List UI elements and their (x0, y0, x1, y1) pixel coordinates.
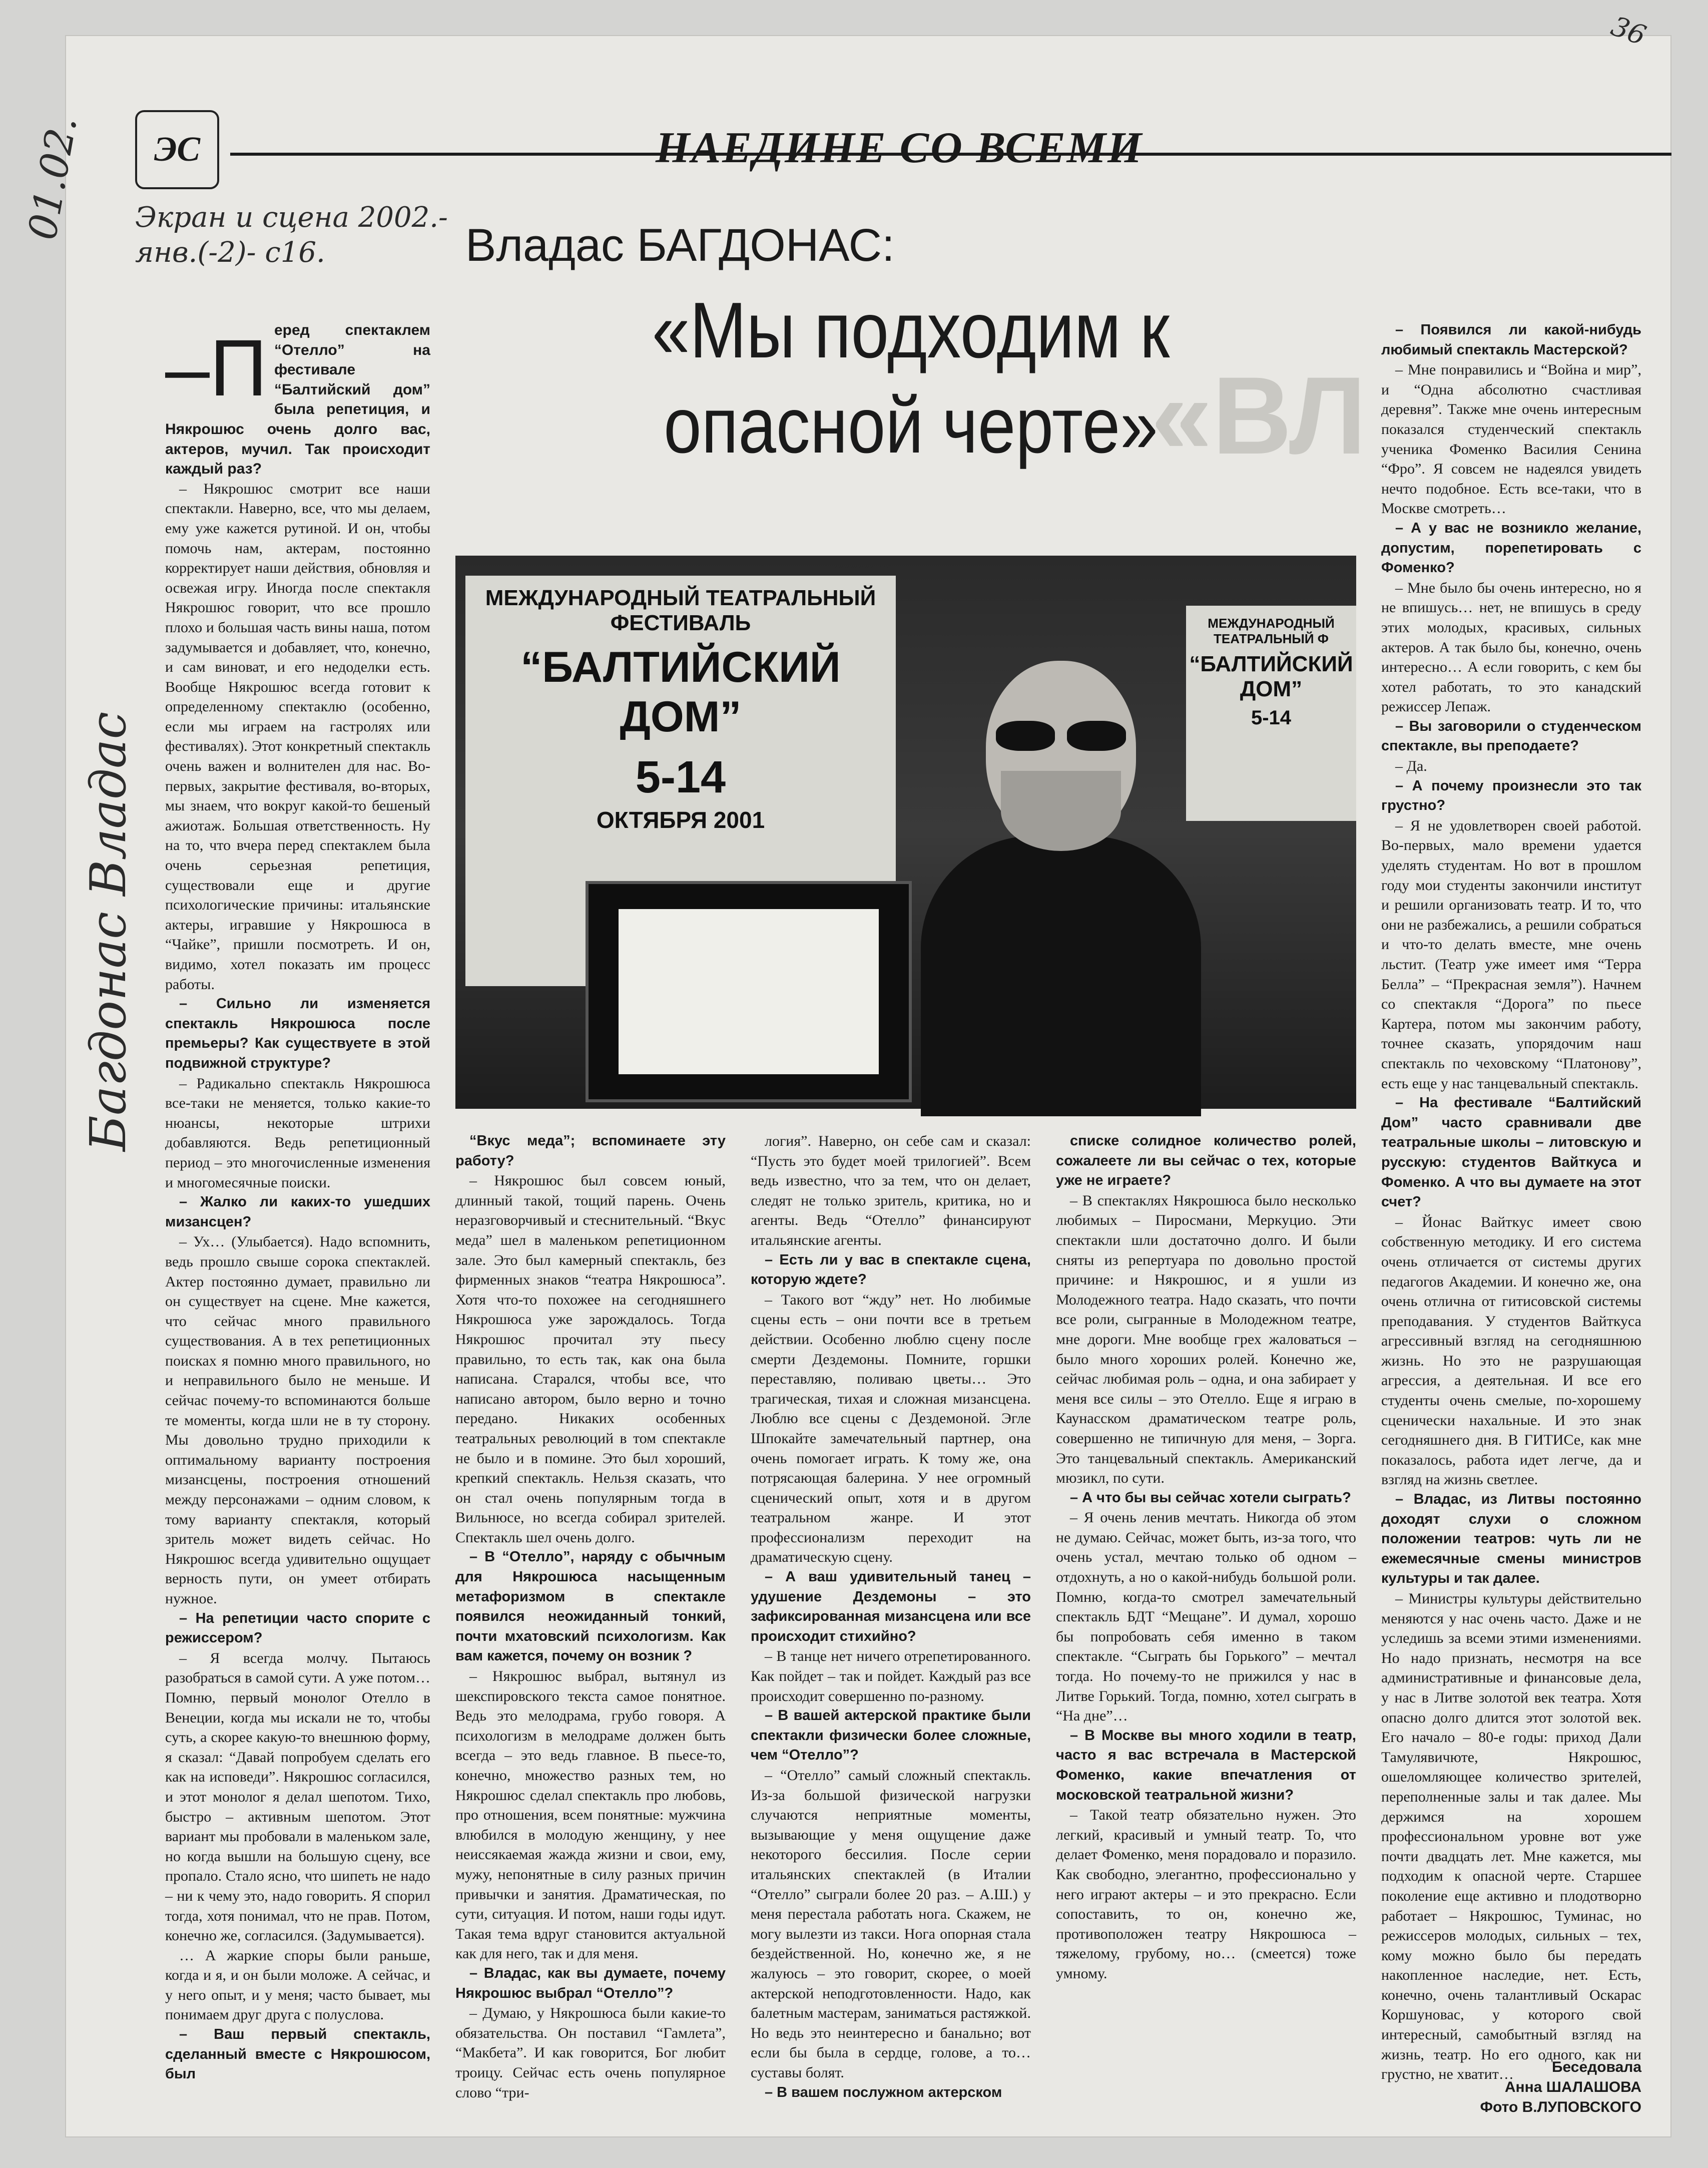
interview-question: – А у вас не возникло желание, допустим, порепетировать с Фоменко? (1381, 520, 1641, 576)
article-credits (1381, 2057, 1641, 2117)
article-headline: «Мы подходим к опасной черте» (652, 286, 1170, 470)
interview-question: списке солидное количество ролей, сожалеете ли вы сейчас о тех, которые уже не играете? (1056, 1133, 1356, 1189)
column-body (455, 1131, 726, 2102)
interview-question: – Владас, как вы думаете, почему Някрошюс выбрал “Отелло”? (455, 1965, 726, 2001)
interview-answer: – Я не удовлетворен своей работой. Во-первых, мало времени удается уделять студентам. Но вот в прошлом году мои студенты закончили институт и решили организовать театр. И то, что они не разбежались, а решили собраться и что-то делать вместе, мне очень льстит. (Театр уже имеет имя “Терра Белла” – “Прекрасная земля”). Начнем со спектакля “Дорога” по пьесе Картера, потом мы закончим работу, точнее сказать, упорядочим наш спектакль по чеховскому “Платонову”, есть еще у нас танцевальный спектакль. (1381, 817, 1641, 1092)
interview-question: – А что бы вы сейчас хотели сыграть? (1070, 1489, 1351, 1506)
interview-question: – В “Отелло”, наряду с обычным для Някрошюса насыщенным метафоризмом в спектакле появился неожиданный тонкий, почти мхатовский психологизм. Как вам кажется, почему он возник ? (455, 1549, 726, 1664)
festival-poster-right (1186, 606, 1356, 821)
interview-answer: – Някрошюс был совсем юный, длинный такой, тощий парень. Очень неразговорчивый и стеснительный. “Вкус меда” шел в маленьком репетиционном зале. Это был камерный спектакль, без фирменных знаков “театра Някрошюса”. Хотя что-то похожее на сегодняшнего Някрошюса уже зарождалось. Тогда Някрошюс прочитал эту пьесу правильно, то есть так, как она была написана. Старался, чтобы все, что написано автором, было верно и точно передано. Никаких особенных театральных революций в том спектакле не было и в помине. Это был хороший, крепкий спектакль. Нельзя сказать, что он стал очень популярным тогда в Вильнюсе, но всегда собирал зрителей. Спектакль шел очень долго. (455, 1172, 726, 1546)
column-body (751, 1131, 1031, 2102)
article-byline: Владас БАГДОНАС: (465, 220, 895, 271)
interview-question: – Есть ли у вас в спектакле сцена, которую ждете? (751, 1251, 1031, 1288)
text-column-2 (455, 1131, 726, 2100)
interview-answer: – Някрошюс выбрал, вытянул из шекспировского текста самое понятное. Ведь это мелодрама, грубо говоря. А психологизм в мелодраме должен быть всегда – это ведь главное. В пьесе-то, конечно, множество разных тем, но Някрошюс сделал спектакль про любовь, про отношения, всем понятные: мужчина влюбился в молодую женщину, у нее неиссякаемая жажда жизни и свои, ему, мужу, непонятные в силу разных причин привычки и занятия. Драматическая, по сути, ситуация. И потом, наши годы идут. Такая тема вдруг становится актуальной как для него, так и для меня. (455, 1668, 726, 1962)
interview-question: – Владас, из Литвы постоянно доходят слухи о сложном положении театров: чуть ли не ежемесячные смены министров культуры и так далее. (1381, 1491, 1641, 1587)
handwritten-date: 01.02. (20, 113, 86, 243)
poster-left-month: ОКТЯБРЯ 2001 (596, 807, 765, 833)
interview-answer: – “Отелло” самый сложный спектакль. Из-за большой физической нагрузки случаются неприятные моменты, вызывающие у меня ощущение даже некоторого бессилия. После серии итальянских спектаклей (в Италии “Отелло” сыграли более 20 раз. – А.Ш.) у меня перестала работать нога. Скажем, не могу вылезти из такси. Нога опорная стала бездейственной. Но, конечно же, я не жалуюсь – это говорит, скорее, о моей актерской неподготовленности. Надо, как балетным мастерам, заниматься растяжкой. Но ведь это неинтересно и банально; вот если бы была в сердце, голове, а то… суставы болят. (751, 1767, 1031, 2081)
rubric-title: НАЕДИНЕ СО ВСЕМИ (656, 124, 1144, 172)
portrait-figure (921, 646, 1201, 1111)
interview-question: “Вкус меда”; вспоминаете эту работу? (455, 1133, 726, 1169)
interview-answer: – Мне было бы очень интересно, но я не впишусь… нет, не впишусь в среду этих молодых, красивых, сильных актеров. А так было бы, конечно, очень интересно… А если говорить, с кем бы хотел работать, то это канадский режиссер Лепаж. (1381, 579, 1641, 715)
interview-question: – В вашей актерской практике были спектакли физически более сложные, чем “Отелло”? (751, 1707, 1031, 1764)
figure-body (921, 836, 1201, 1116)
interview-question: – Вы заговорили о студенческом спектакле, вы преподаете? (1381, 718, 1641, 754)
text-column-1 (165, 320, 430, 2100)
interview-answer: – Такой театр обязательно нужен. Это легкий, красивый и умный театр. То, что делает Фоменко, меня порадовало и поразило. Как свободно, элегантно, профессионально у него играют актеры – и это прекрасно. Если сопоставить, то он, конечно же, противоположен театру Някрошюса – тяжелому, грубому, но… (смеется) тоже умному. (1056, 1807, 1356, 1982)
poster-left-dates: 5-14 (635, 752, 726, 802)
interview-answer: – Радикально спектакль Някрошюса все-таки не меняется, только какие-то нюансы, некоторые штрихи добавляются. Ведь репетиционный период – это многочисленные изменения и многомесячные поиски. (165, 1075, 430, 1191)
interview-answer: – Министры культуры действительно меняются у нас очень часто. Даже и не уследишь за всеми этими изменениями. Но надо признать, несмотря на все административные и финансовые дела, у нас в Литве золотой век театра. Хотя опасно долго длится этот золотой век. Его начало – 80-е годы: приход Дали Тамулявичюте, Някрошюс, ошеломляющее количество зрителей, переполненные залы и так далее. Мы держимся на хорошем профессиональном уровне вот уже почти двадцать лет. Мне кажется, мы подходим к опасной черте. Старшее поколение еще активно и плодотворно работает – Някрошюс, Туминас, но режиссеров молодых, сильных – тех, кому можно было бы передать накопленное наследие, нет. Есть, конечно, очень талантливый Оскарас Коршуновас, у которого свой интересный, самобытный взгляд на жизнь, театр. Но его одного, как ни грустно, не хватит… (1381, 1590, 1641, 2083)
interview-answer: – Я очень ленив мечтать. Никогда об этом не думаю. Сейчас, может быть, из-за того, что очень устал, мечтаю только об одном – отдохнуть, а но о какой-нибудь большой роли. Помню, когда-то смотрел замечательный спектакль БДТ “Мещане”. И думал, хорошо бы попробовать себя именно в таком спектакле. “Сыграть бы Горького” – мечтал тогда. Но почему-то не прижился у нас в Литве Горький. Тогда, помню, хотел сыграть в “На дне”… (1056, 1509, 1356, 1724)
lead-question: еред спектаклем “Отелло” на фестивале “Балтийский дом” была репетиция, и Някрошюс очень долго вас, актеров, мучил. Так происходит каждый раз? (165, 322, 430, 478)
interview-answer: логия”. Наверно, он себе сам и сказал: “Пусть это будет моей трилогией”. Всем ведь известно, что за тем, что он делает, следят не только зритель, критика, но и агенты. Ведь “Отелло” финансируют итальянские агенты. (751, 1133, 1031, 1248)
poster-right-line1: МЕЖДУНАРОДНЫЙ ТЕАТРАЛЬНЫЙ Ф (1208, 616, 1335, 646)
interview-answer: – В спектаклях Някрошюса было несколько любимых – Пиросмани, Меркуцио. Эти спектакли шли достаточно долго. И были сняты из репертуара по довольно простой причине: и Някрошюс, и я ушли из Молодежного театра. Надо сказать, что почти все роли, сыгранные в Молодежном театре, мне дороги. Мне вообще грех жаловаться – было много хороших ролей. Конечно же, сейчас любимая роль – одна, и она забирает у меня все силы – это Отелло. Еще я играю в Каунасском драматическом театре роль, совершенно не типичную для меня, – Зорга. Это танцевальный спектакль. Американский мюзикл, по сути. (1056, 1192, 1356, 1487)
interview-question: – На фестивале “Балтийский Дом” часто сравнивали две театральные школы – литовскую и русскую: студентов Вайткуса и Фоменко. А что вы думаете на этот счет? (1381, 1095, 1641, 1210)
bleed-through-text: «ВЛ (1151, 354, 1367, 477)
interview-answer: – Я всегда молчу. Пытаюсь разобраться в самой сути. А уже потом… Помню, первый монолог Отелло в Венеции, когда мы искали не то, чтобы суть, а скорее какую-то внешнюю форму, я сказал: “Давай попробуем сделать его как на исповеди”. Някрошюс согласился, и этот монолог я делал шепотом. Тихо, быстро – активным шепотом. Этот вариант мы пробовали в маленьком зале, но когда вышли на большую сцену, все пропало. Стало ясно, что шипеть не надо – ни к чему это, надо говорить. Я спорил тогда, хотя понимал, что не прав. Потом, конечно же, согласился. (Задумывается). (165, 1649, 430, 1944)
poster-left-line2: “БАЛТИЙСКИЙ ДОМ” (520, 643, 841, 741)
interview-answer: – Някрошюс смотрит все наши спектакли. Наверно, все, что мы делаем, ему уже кажется рутиной. И он, чтобы помочь нам, актерам, постоянно корректирует наши действия, обновляя и освежая игру. Иногда после спектакля Някрошюс говорит, что все прошло плохо и большая часть вины наша, потом задумывается и добавляет, что, конечно, и сам виноват, и его недоделки есть. Вообще Някрошюс всегда готовит к определенному спектаклю (особенно, если мы играем на гастролях или фестивалях). Этот конкретный спектакль очень важен и волнителен для нас. Во-первых, закрытие фестиваля, во-вторых, мы знаем, что вокруг какой-то бешеный ажиотаж. Большая ответственность. Ну на то, что вчера перед спектаклем была очень серьезная репетиция, существовали еще и другие психологические причины: итальянские актеры, игравшие у Някрошюса в “Чайке”, пришли посмотреть. И он, видимо, хотел показать им процесс работы. (165, 480, 430, 993)
interview-question: – Ваш первый спектакль, сделанный вместе с Някрошюсом, был (165, 2026, 430, 2082)
article-photo (455, 556, 1356, 1109)
award-frame (586, 881, 912, 1102)
handwritten-name-note: Багдонас Владас (80, 711, 137, 1151)
interview-question: – Жалко ли каких-то ушедших мизансцен? (165, 1194, 430, 1230)
text-column-3 (751, 1131, 1031, 2100)
interview-question: – В вашем послужном актерском (765, 2084, 1002, 2100)
text-column-4 (1056, 1131, 1356, 2100)
interview-answer: – В танце нет ничего отрепетированного. Как пойдет – так и пойдет. Каждый раз все происходит совершенно по-разному. (751, 1648, 1031, 1704)
award-frame-paper (619, 909, 879, 1074)
interview-answer: – Ух… (Улыбается). Надо вспомнить, ведь прошло свыше сорока спектаклей. Актер постоянно думает, правильно ли он существует на сцене. Мне кажется, что сейчас много правильного существования. А в тех репетиционных поисках я помню много правильного, но и неправильного было не меньше. И сейчас почему-то вспоминаются больше те моменты, когда шли не в ту сторону. Мы довольно трудно приходили к оптимальному варианту построения мизансцены, построения отношений между персонажами – одним словом, к тому варианту спектакля, который зритель может видеть сейчас. Но Някрошюс всегда удивительно ощущает верность пути, он умеет отбирать нужное. (165, 1233, 430, 1607)
interview-question: – В Москве вы много ходили в театр, часто я вас встречала в Мастерской Фоменко, какие впечатления от московской театральной жизни? (1056, 1727, 1356, 1803)
sunglasses-icon (996, 721, 1126, 751)
credit-photo: Фото В.ЛУПОВСКОГО (1480, 2099, 1641, 2115)
column-body (165, 479, 430, 2084)
column-body (1381, 320, 1641, 2084)
interview-answer: – Мне понравились и “Война и мир”, и “Одна абсолютно счастливая деревня”. Также мне очень интересным показался студенческий спектакль ученика Фоменко Василия Сенина “Фро”. Я совсем не надеялся увидеть нечто подобное. Есть все-таки, что в Москве смотреть… (1381, 361, 1641, 517)
interview-question: – А почему произнесли это так грустно? (1381, 777, 1641, 814)
interview-answer: – Такого вот “жду” нет. Но любимые сцены есть – они почти все в третьем действии. Особенно люблю сцену после смерти Дездемоны. Помните, горшки переставляю, поливаю цветы… Это трагическая, тихая и сложная мизансцена. Люблю все сцены с Дездемоной. Эгле Шпокайте замечательный партнер, она очень помогает играть. К тому же, она потрясающая балерина. У нее огромный сценический опыт, хотя и в другом театральном жанре. И этот профессионализм переходит на драматическую сцену. (751, 1291, 1031, 1566)
interview-question: – Появился ли какой-нибудь любимый спектакль Мастерской? (1381, 322, 1641, 358)
interview-question: – Сильно ли изменяется спектакль Някрошюса после премьеры? Как существуете в этой подвижной структуре? (165, 996, 430, 1071)
interview-answer: – Да. (1395, 758, 1427, 775)
drop-cap: –П (165, 323, 267, 412)
interview-answer: … А жаркие споры были раньше, когда и я, и он были моложе. А сейчас, и у него опыт, и у меня; часто бывает, мы понимаем друг друга с полуслова. (165, 1947, 430, 2023)
interview-question: – На репетиции часто спорите с режиссером? (165, 1610, 430, 1646)
column-body (1056, 1131, 1356, 1984)
handwritten-page-number: 36 (1607, 10, 1650, 52)
interview-question: – А ваш удивительный танец – удушение Дездемоны – это зафиксированная мизансцена или все происходит стихийно? (751, 1569, 1031, 1644)
poster-right-dates: 5-14 (1251, 707, 1292, 729)
interview-answer: – Думаю, у Някрошюса были какие-то обязательства. Он поставил “Гамлета”, “Макбета”. И как говорится, Бог любит троицу. Сейчас есть очень популярное слово “три- (455, 2005, 726, 2101)
interview-answer: – Йонас Вайткус имеет свою собственную методику. И его система очень отличается от системы других педагогов Академии. И конечно же, она очень отлична от гитисовской системы преподавания. У студентов Вайткуса агрессивный взгляд на сегодняшнюю жизнь. Но это не разрушающая агрессия, а деятельная. И все его студенты очень смелые, по-хорошему сценически нахальные. И это знак сегодняшнего дня. В ГИТИСе, как мне показалось, работа идет легче, да и взгляд на жизнь светлее. (1381, 1213, 1641, 1488)
credit-author: Анна ШАЛАШОВА (1504, 2079, 1641, 2095)
credit-role: Беседовала (1551, 2059, 1641, 2075)
handwritten-source-note: Экран и сцена 2002.-янв.(-2)- с16. (135, 201, 448, 269)
publication-logo: ЭС (135, 110, 219, 189)
poster-right-line2: “БАЛТИЙСКИЙ ДОМ” (1189, 652, 1353, 701)
figure-beard (1001, 771, 1121, 851)
poster-left-line1: МЕЖДУНАРОДНЫЙ ТЕАТРАЛЬНЫЙ ФЕСТИВАЛЬ (485, 586, 876, 635)
